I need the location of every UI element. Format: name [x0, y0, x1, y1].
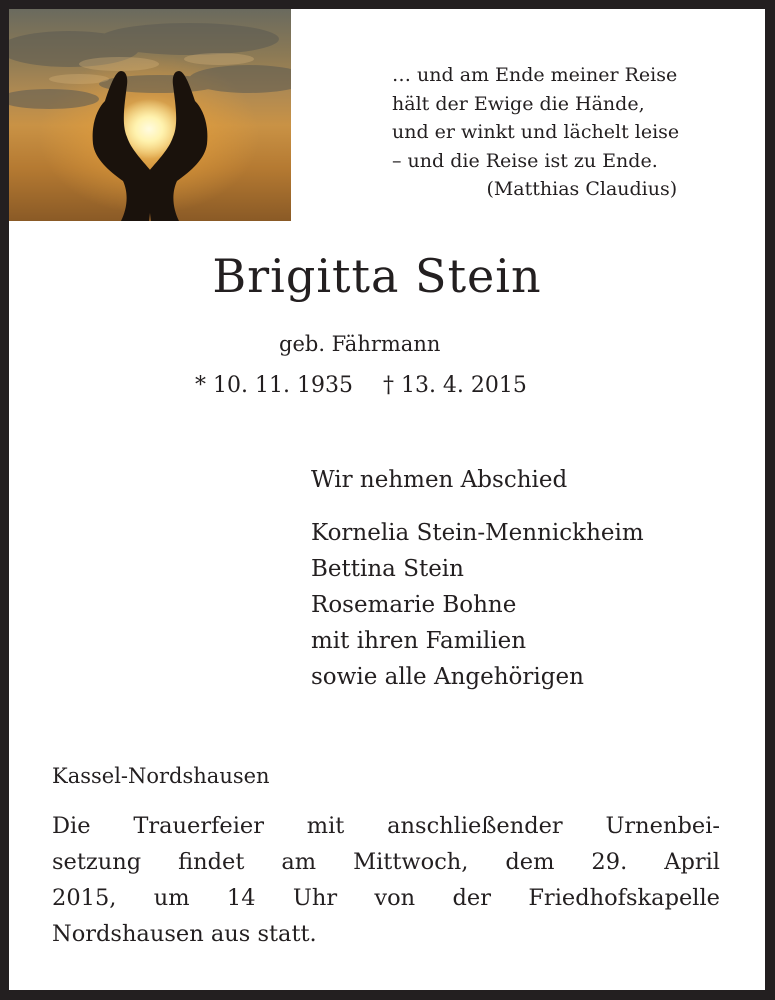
notice-line: Die Trauerfeier mit anschließender Urnenbei- — [52, 813, 720, 839]
mourners-list — [311, 515, 644, 695]
poem-quote — [392, 61, 679, 204]
notice-line: setzung findet am Mittwoch, dem 29. April — [52, 849, 720, 875]
mourner-name: mit ihren Familien — [311, 628, 527, 654]
birth-date: * 10. 11. 1935 — [195, 373, 353, 398]
quote-line: – und die Reise ist zu Ende. — [392, 149, 658, 172]
notice-line: Nordshausen aus statt. — [52, 921, 317, 947]
obituary-card — [9, 9, 765, 990]
life-dates — [195, 373, 527, 398]
death-date: † 13. 4. 2015 — [382, 373, 527, 398]
quote-line: … und am Ende meiner Reise — [392, 64, 678, 86]
mourner-name: Rosemarie Bohne — [311, 592, 517, 618]
quote-line: hält der Ewige die Hände, — [392, 92, 645, 115]
notice-line: 2015, um 14 Uhr von der Friedhofskapelle — [52, 885, 720, 911]
farewell-heading: Wir nehmen Abschied — [311, 467, 568, 493]
deceased-name: Brigitta Stein — [212, 249, 542, 303]
mourner-name: sowie alle Angehörigen — [311, 664, 584, 690]
service-notice — [52, 808, 720, 952]
hands-silhouette-icon — [9, 9, 291, 221]
mourner-name: Kornelia Stein-Mennickheim — [311, 520, 644, 546]
location: Kassel-Nordshausen — [52, 764, 270, 788]
quote-line: und er winkt und lächelt leise — [392, 121, 680, 143]
quote-author: (Matthias Claudius) — [486, 178, 678, 200]
hands-sunset-photo — [9, 9, 291, 221]
mourner-name: Bettina Stein — [311, 556, 464, 582]
maiden-name: geb. Fährmann — [279, 332, 441, 356]
